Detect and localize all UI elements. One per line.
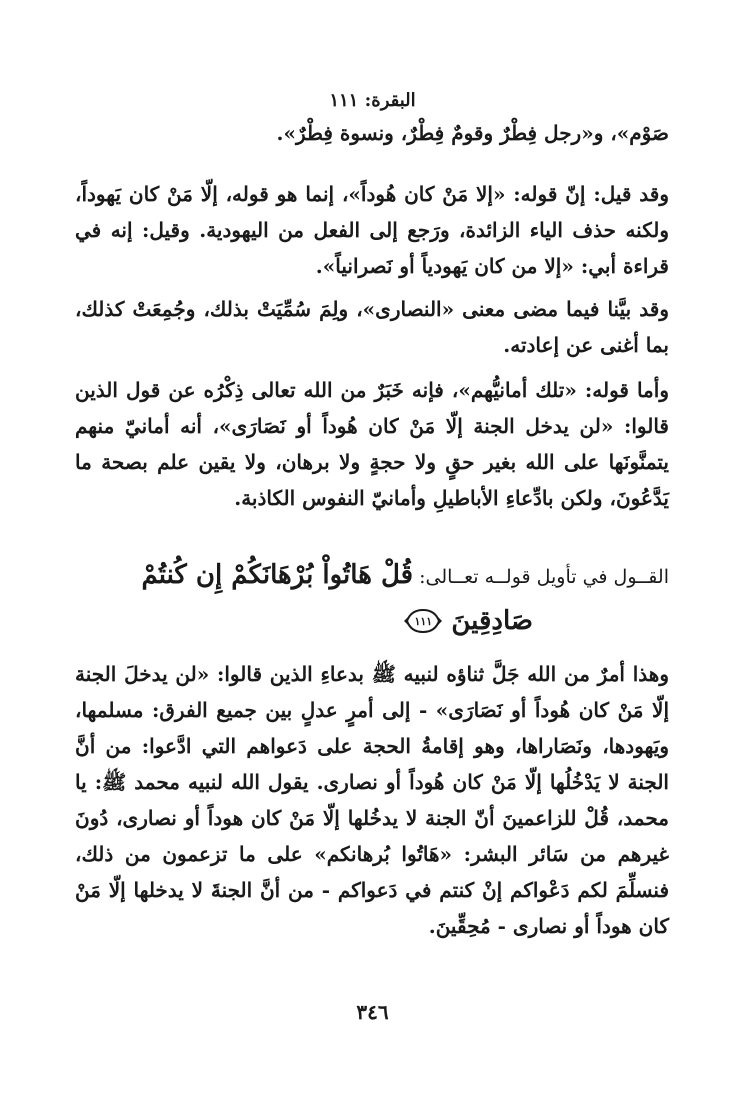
paragraph-2: وقد بيَّنا فيما مضى معنى «النصارى»، ولِمَ سُمِّيَتْ بذلك، وجُمِعَتْ كذلك، بما أغنى عن إعادته. xyxy=(75,297,669,357)
paragraph-block-1 xyxy=(75,176,669,284)
paragraph-block-2 xyxy=(75,291,669,363)
verse-continuation xyxy=(403,606,533,636)
ayah-end-marker-icon xyxy=(403,608,443,634)
paragraph-3: وأما قوله: «تلك أمانيُّهم»، فإنه خَبَرٌ من الله تعالى ذِكْرُه عن قول الذين قالوا: «لن يدخل الجنة إلّا مَنْ كان هُوداً أو نَصَارَى»، أنه أمانيّ منهم يتمنَّونَها على الله بغير حقٍ ولا حجةٍ ولا برهان، ولا يقين علم بصحة ما يَدَّعُونَ، ولكن بادِّعاءِ الأباطيلِ وأمانيّ النفوس الكاذبة. xyxy=(75,378,669,510)
paragraph-block-3 xyxy=(75,372,669,516)
running-header: البقرة: ١١١ xyxy=(329,90,416,111)
paragraph-block-4 xyxy=(75,656,669,944)
paragraph-0: صَوْم»، و«رجل فِطْرٌ وقومٌ فِطْرٌ، ونسوة فِطْرٌ». xyxy=(276,121,669,145)
paragraph-4: وهذا أمرٌ من الله جَلَّ ثناؤه لنبيه ﷺ بدعاءِ الذين قالوا: «لن يدخلَ الجنة إلّا مَنْ كان هُوداً أو نَصَارَى» - إلى أمرٍ عدلٍ بين جميع الفرق: مسلمها، ويَهودها، ونَصَاراها، وهو إقامةُ الحجة على دَعواهم التي ادَّعوا: من أنَّ الجنة لا يَدْخُلُها إلّا مَنْ كان هُوداً أو نصارى. يقول الله لنبيه محمد ﷺ: يا محمد، قُلْ للزاعمينَ أنّ الجنة لا يدخُلها إلّا مَنْ كان هوداً أو نصارى، دُونَ غيرهم من سَائر البشر: «هَاتُوا بُرهانكم» على ما تزعمون من ذلك، فنسلِّمَ لكم دَعْواكم إنْ كنتم في دَعواكم - من أنَّ الجنةَ لا يدخلها إلّا مَنْ كان هوداً أو نصارى - مُحِقِّينَ. xyxy=(75,662,669,938)
paragraph-1: وقد قيل: إنّ قوله: «إلا مَنْ كان هُوداً»، إنما هو قوله، إلّا مَنْ كان يَهوداً، ولكنه حذف الياء الزائدة، ورَجع إلى الفعل من اليهودية. وقيل: إنه في قراءة أبي: «إلا من كان يَهودياً أو نَصرانياً». xyxy=(75,182,670,278)
quran-verse-part1: قُلْ هَاتُواْ بُرْهَانَكُمْ إِن كُنتُمْ xyxy=(141,560,414,590)
section-heading xyxy=(75,560,669,592)
page-number: ٣٤٦ xyxy=(356,1000,389,1024)
paragraph-continuation xyxy=(75,115,669,151)
ayah-number: ١١١ xyxy=(414,614,433,628)
quran-verse-part2: صَادِقِينَ xyxy=(451,606,533,636)
heading-intro: القــول في تأويل قولــه تعــالى: xyxy=(419,566,669,588)
